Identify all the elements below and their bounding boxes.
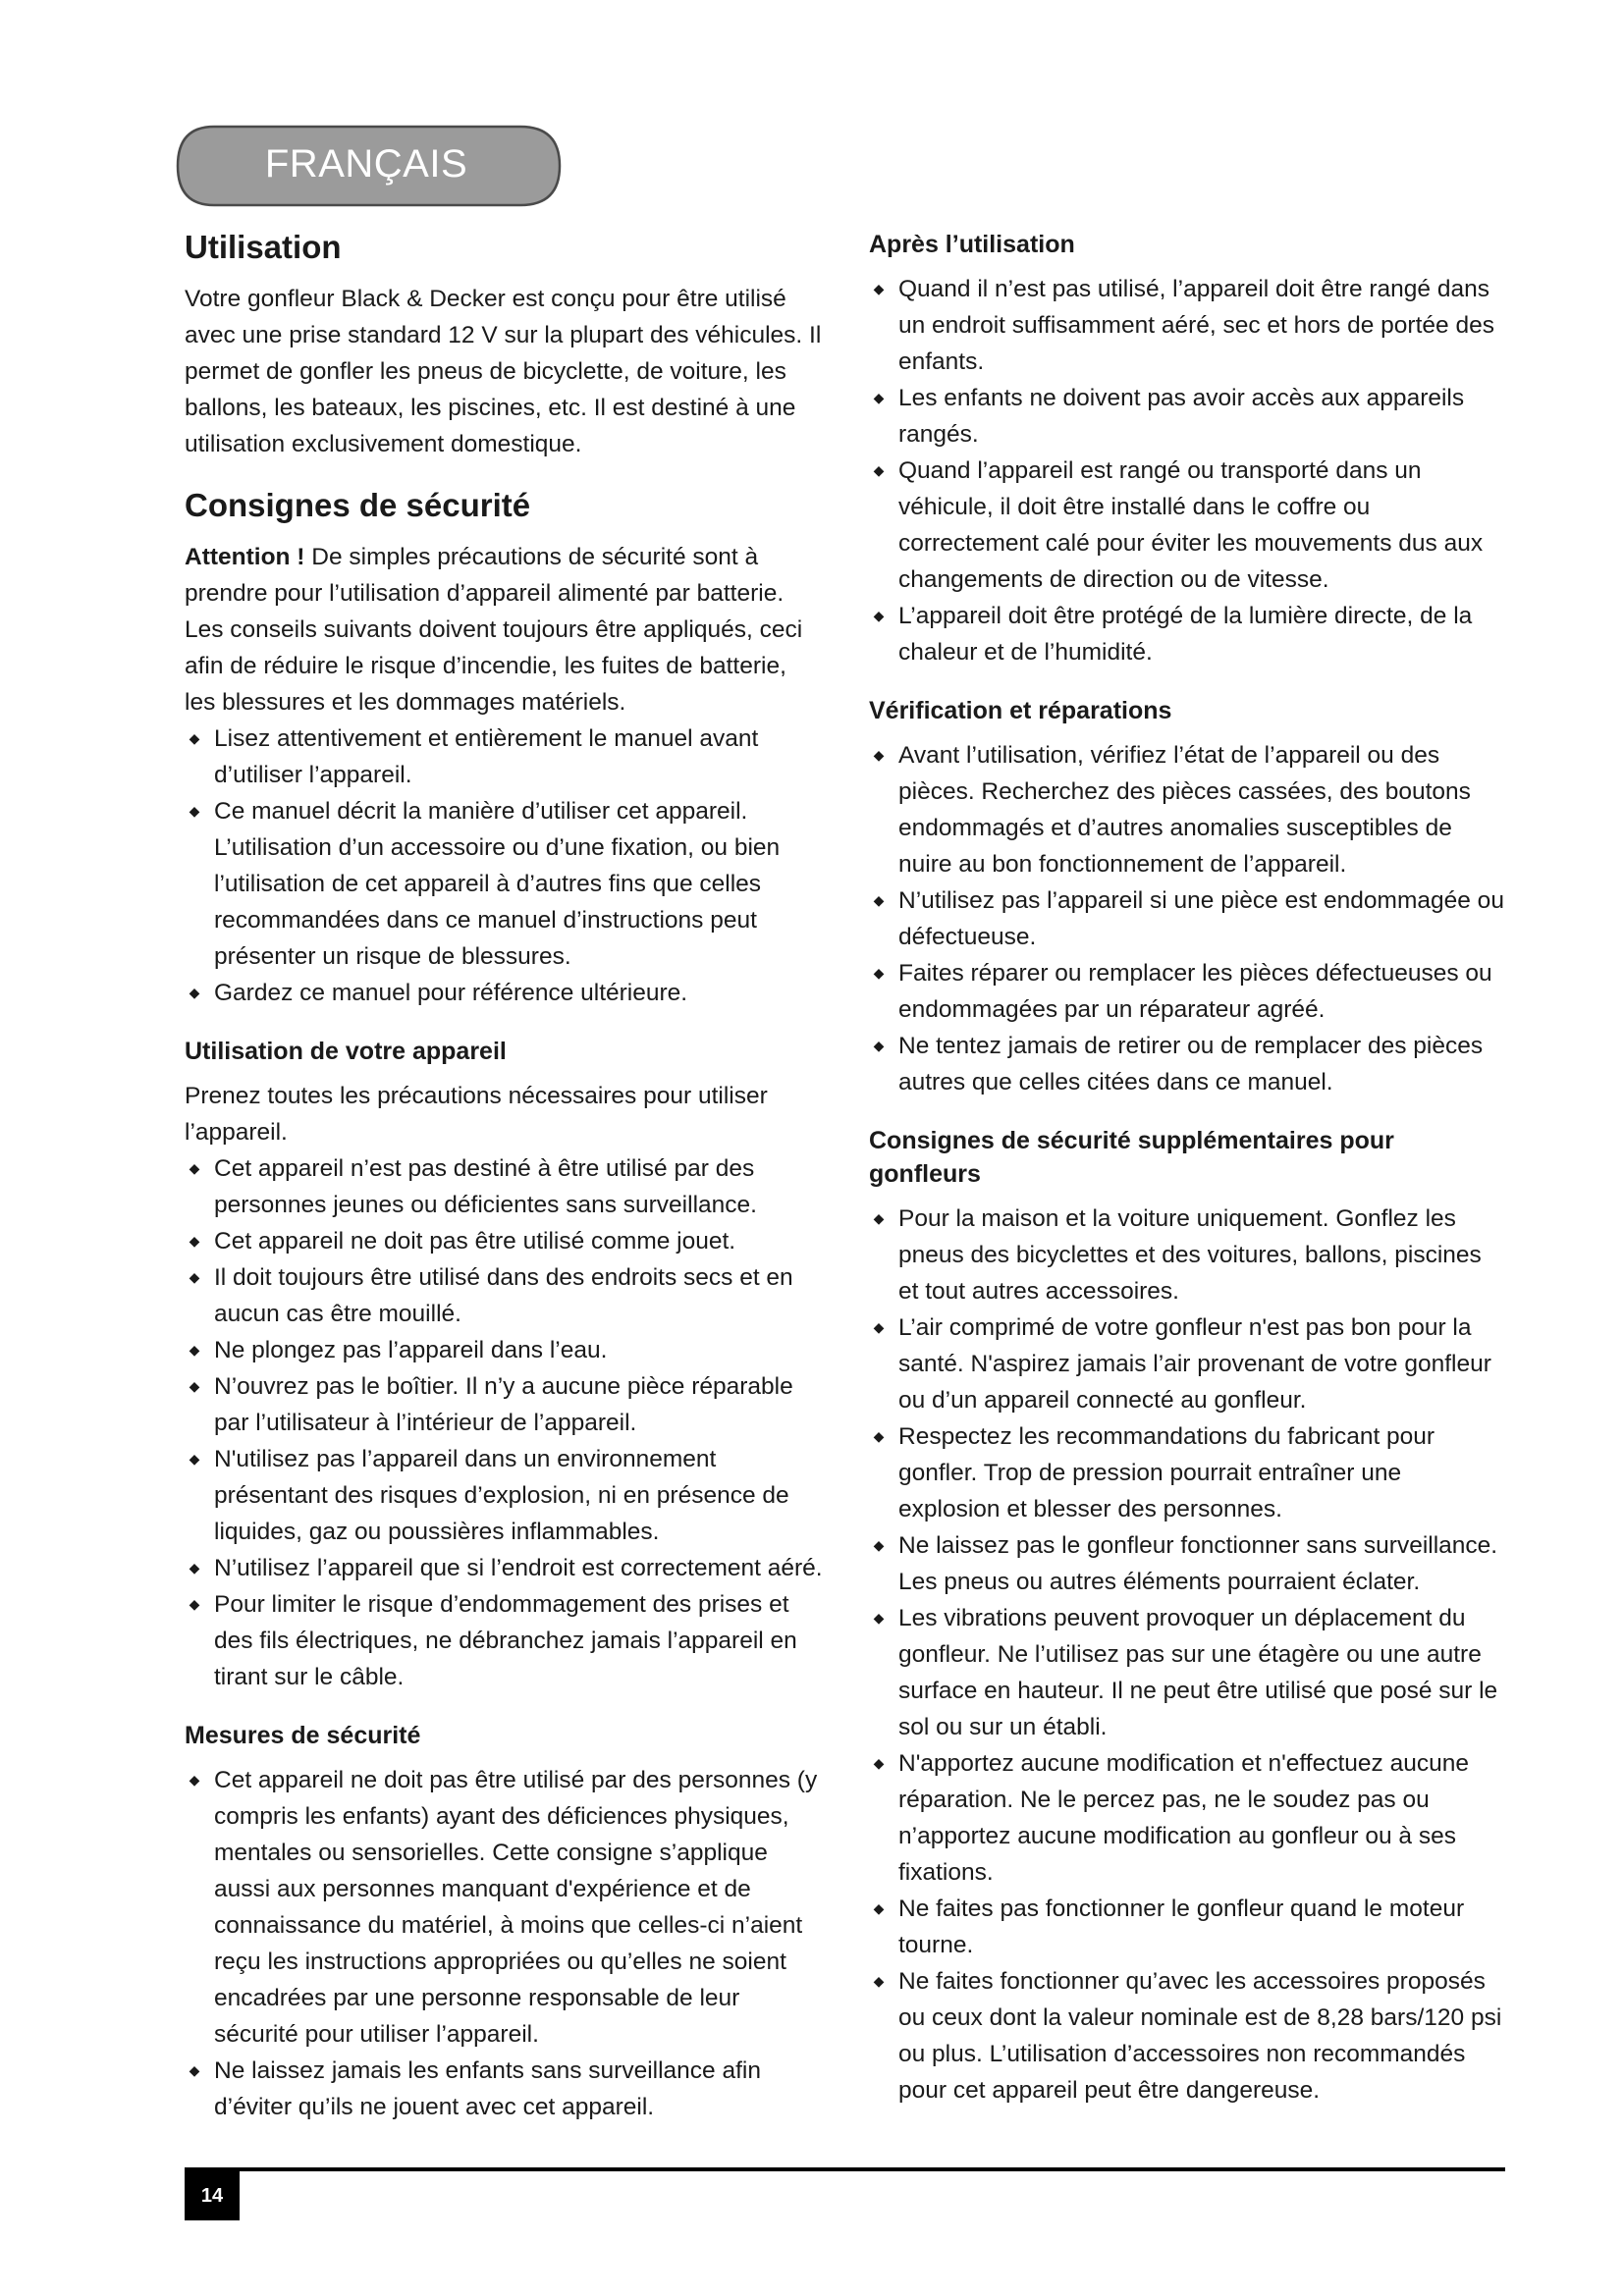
left-column — [185, 228, 823, 2125]
list-item-text: Ne laissez jamais les enfants sans surveillance afin d’éviter qu’ils ne jouent avec cet appareil. — [214, 2057, 761, 2120]
list-item — [185, 1762, 823, 2053]
list-item — [869, 955, 1507, 1028]
supplementaires-list — [869, 1201, 1507, 2109]
diamond-bullet-icon: ◆ — [189, 1342, 200, 1358]
diamond-bullet-icon: ◆ — [873, 1428, 885, 1444]
list-item-text: Ce manuel décrit la manière d’utiliser cet appareil. L’utilisation d’un accessoire ou d’une fixation, ou bien l’utilisation de cet appareil à d’autres fins que celles recommandées dans ce manuel d’instructions peut présenter un risque de blessures. — [214, 798, 781, 970]
list-item — [185, 1441, 823, 1550]
list-item — [185, 793, 823, 975]
diamond-bullet-icon: ◆ — [873, 281, 885, 296]
list-item — [185, 1223, 823, 1259]
list-item — [185, 2053, 823, 2125]
list-item — [185, 1259, 823, 1332]
diamond-bullet-icon: ◆ — [189, 1233, 200, 1249]
list-item — [185, 1368, 823, 1441]
list-item — [869, 598, 1507, 670]
page-number: 14 — [185, 2171, 240, 2220]
list-item — [869, 737, 1507, 882]
verification-list — [869, 737, 1507, 1100]
diamond-bullet-icon: ◆ — [189, 1160, 200, 1176]
list-item-text: Il doit toujours être utilisé dans des endroits secs et en aucun cas être mouillé. — [214, 1264, 793, 1327]
list-item — [869, 1745, 1507, 1891]
diamond-bullet-icon: ◆ — [189, 1560, 200, 1575]
list-item — [869, 271, 1507, 380]
list-item-text: Cet appareil ne doit pas être utilisé comme jouet. — [214, 1228, 736, 1255]
apres-list — [869, 271, 1507, 670]
list-item-text: Les enfants ne doivent pas avoir accès aux appareils rangés. — [898, 385, 1465, 448]
diamond-bullet-icon: ◆ — [189, 1596, 200, 1612]
list-item-text: N'utilisez pas l’appareil dans un environnement présentant des risques d’explosion, ni en présence de liquides, gaz ou poussières inflammables. — [214, 1446, 789, 1545]
diamond-bullet-icon: ◆ — [189, 1378, 200, 1394]
list-item-text: L’appareil doit être protégé de la lumière directe, de la chaleur et de l’humidité. — [898, 603, 1473, 666]
mesures-list — [185, 1762, 823, 2125]
diamond-bullet-icon: ◆ — [873, 965, 885, 981]
section-title-utilisation: Utilisation — [185, 229, 342, 265]
diamond-bullet-icon: ◆ — [189, 985, 200, 1000]
list-item-text: Faites réparer ou remplacer les pièces défectueuses ou endommagées par un réparateur agréé. — [898, 960, 1492, 1023]
list-item-text: Les vibrations peuvent provoquer un déplacement du gonfleur. Ne l’utilisez pas sur une étagère ou une autre surface en hauteur. Il ne peut être utilisé que posé sur le sol ou sur un établi. — [898, 1605, 1498, 1740]
list-item-text: Pour limiter le risque d’endommagement des prises et des fils électriques, ne débranchez jamais l’appareil en tirant sur le câble. — [214, 1591, 797, 1690]
list-item-text: Gardez ce manuel pour référence ultérieure. — [214, 980, 688, 1006]
list-item — [869, 1600, 1507, 1745]
list-item-text: Cet appareil ne doit pas être utilisé par des personnes (y compris les enfants) ayant des déficiences physiques, mentales ou sensorielles. Cette consigne s’applique aussi aux personnes manquant d'expérience et de connaissance du matériel, à moins que celles-ci n’aient reçu les instructions appropriées ou qu’elles ne soient encadrées par une personne responsable de leur sécurité pour utiliser l’appareil. — [214, 1767, 818, 2048]
diamond-bullet-icon: ◆ — [873, 1973, 885, 1989]
list-item — [869, 1201, 1507, 1309]
language-tab-label: FRANÇAIS — [264, 141, 468, 186]
diamond-bullet-icon: ◆ — [873, 462, 885, 478]
list-item-text: Ne plongez pas l’appareil dans l’eau. — [214, 1337, 608, 1363]
diamond-bullet-icon: ◆ — [873, 608, 885, 623]
list-item-text: Quand il n’est pas utilisé, l’appareil doit être rangé dans un endroit suffisamment aéré, sec et hors de portée des enfants. — [898, 276, 1494, 375]
section-title-consignes: Consignes de sécurité — [185, 487, 531, 523]
diamond-bullet-icon: ◆ — [873, 747, 885, 763]
list-item-text: N’ouvrez pas le boîtier. Il n’y a aucune pièce réparable par l’utilisateur à l’intérieur de l’appareil. — [214, 1373, 793, 1436]
list-item-text: N’utilisez l’appareil que si l’endroit est correctement aéré. — [214, 1555, 823, 1581]
section-title-utilisation-appareil: Utilisation de votre appareil — [185, 1038, 507, 1065]
diamond-bullet-icon: ◆ — [873, 892, 885, 908]
list-item-text: Ne faites fonctionner qu’avec les accessoires proposés ou ceux dont la valeur nominale est de 8,28 bars/120 psi ou plus. L’utilisation d’accessoires non recommandés pour cet appareil peut être dangereuse. — [898, 1968, 1502, 2104]
list-item-text: Pour la maison et la voiture uniquement. Gonflez les pneus des bicyclettes et des voitures, ballons, piscines et tout autres accessoires. — [898, 1205, 1482, 1305]
list-item-text: Cet appareil n’est pas destiné à être utilisé par des personnes jeunes ou déficientes sans surveillance. — [214, 1155, 757, 1218]
list-item — [869, 1527, 1507, 1600]
attention-text: De simples précautions de sécurité sont à prendre pour l’utilisation d’appareil alimenté par batterie. Les conseils suivants doivent toujours être appliqués, ceci afin de réduire le risque d’incendie, les fuites de batterie, les blessures et les dommages matériels. — [185, 544, 803, 716]
list-item — [185, 1550, 823, 1586]
diamond-bullet-icon: ◆ — [189, 1269, 200, 1285]
diamond-bullet-icon: ◆ — [873, 1210, 885, 1226]
footer-rule — [185, 2167, 1505, 2171]
list-item-text: N'apportez aucune modification et n'effectuez aucune réparation. Ne le percez pas, ne le soudez pas ou n’apportez aucune modification au gonfleur ou à ses fixations. — [898, 1750, 1469, 1886]
list-item — [869, 453, 1507, 598]
list-item — [185, 1332, 823, 1368]
list-item — [185, 975, 823, 1011]
list-item-text: Respectez les recommandations du fabricant pour gonfler. Trop de pression pourrait entraîner une explosion et blesser des personnes. — [898, 1423, 1435, 1522]
list-item — [869, 1418, 1507, 1527]
diamond-bullet-icon: ◆ — [873, 1038, 885, 1053]
list-item-text: Ne tentez jamais de retirer ou de remplacer des pièces autres que celles citées dans ce manuel. — [898, 1033, 1484, 1095]
utilisation-appareil-list — [185, 1150, 823, 1695]
diamond-bullet-icon: ◆ — [873, 1610, 885, 1626]
section-title-apres: Après l’utilisation — [869, 231, 1075, 258]
section-title-supplementaires: Consignes de sécurité supplémentaires pour gonfleurs — [869, 1127, 1394, 1188]
utilisation-appareil-intro: Prenez toutes les précautions nécessaires pour utiliser l’appareil. — [185, 1083, 768, 1146]
right-column — [869, 228, 1507, 2109]
list-item — [869, 1309, 1507, 1418]
list-item-text: Ne faites pas fonctionner le gonfleur quand le moteur tourne. — [898, 1896, 1465, 1958]
attention-label: Attention ! — [185, 544, 305, 570]
utilisation-body: Votre gonfleur Black & Decker est conçu pour être utilisé avec une prise standard 12 V sur la plupart des véhicules. Il permet de gonfler les pneus de bicyclette, de voiture, les ballons, les bateaux, les piscines, etc. Il est destiné à une utilisation exclusivement domestique. — [185, 286, 822, 457]
list-item-text: Lisez attentivement et entièrement le manuel avant d’utiliser l’appareil. — [214, 725, 759, 788]
section-title-verification: Vérification et réparations — [869, 697, 1172, 724]
diamond-bullet-icon: ◆ — [873, 1319, 885, 1335]
list-item — [185, 1150, 823, 1223]
section-title-mesures: Mesures de sécurité — [185, 1722, 421, 1749]
diamond-bullet-icon: ◆ — [189, 2062, 200, 2078]
language-tab — [175, 124, 563, 208]
list-item — [869, 882, 1507, 955]
list-item-text: Ne laissez pas le gonfleur fonctionner sans surveillance. Les pneus ou autres éléments pourraient éclater. — [898, 1532, 1498, 1595]
list-item — [869, 380, 1507, 453]
diamond-bullet-icon: ◆ — [873, 1755, 885, 1771]
diamond-bullet-icon: ◆ — [873, 390, 885, 405]
list-item — [869, 1891, 1507, 1963]
diamond-bullet-icon: ◆ — [873, 1900, 885, 1916]
consignes-list — [185, 721, 823, 1011]
list-item — [869, 1963, 1507, 2109]
diamond-bullet-icon: ◆ — [189, 1772, 200, 1788]
list-item — [869, 1028, 1507, 1100]
diamond-bullet-icon: ◆ — [189, 1451, 200, 1467]
list-item — [185, 721, 823, 793]
list-item-text: Quand l’appareil est rangé ou transporté dans un véhicule, il doit être installé dans le coffre ou correctement calé pour éviter les mouvements dus aux changements de direction ou de vitesse. — [898, 457, 1484, 593]
diamond-bullet-icon: ◆ — [189, 730, 200, 746]
diamond-bullet-icon: ◆ — [873, 1537, 885, 1553]
list-item — [185, 1586, 823, 1695]
attention-paragraph — [185, 539, 823, 721]
list-item-text: Avant l’utilisation, vérifiez l’état de l’appareil ou des pièces. Recherchez des pièces cassées, des boutons endommagés et d’autres anomalies susceptibles de nuire au bon fonctionnement de l’appareil. — [898, 742, 1471, 878]
diamond-bullet-icon: ◆ — [189, 803, 200, 819]
list-item-text: N’utilisez pas l’appareil si une pièce est endommagée ou défectueuse. — [898, 887, 1504, 950]
list-item-text: L’air comprimé de votre gonfleur n'est pas bon pour la santé. N'aspirez jamais l’air provenant de votre gonfleur ou d’un appareil connecté au gonfleur. — [898, 1314, 1491, 1414]
